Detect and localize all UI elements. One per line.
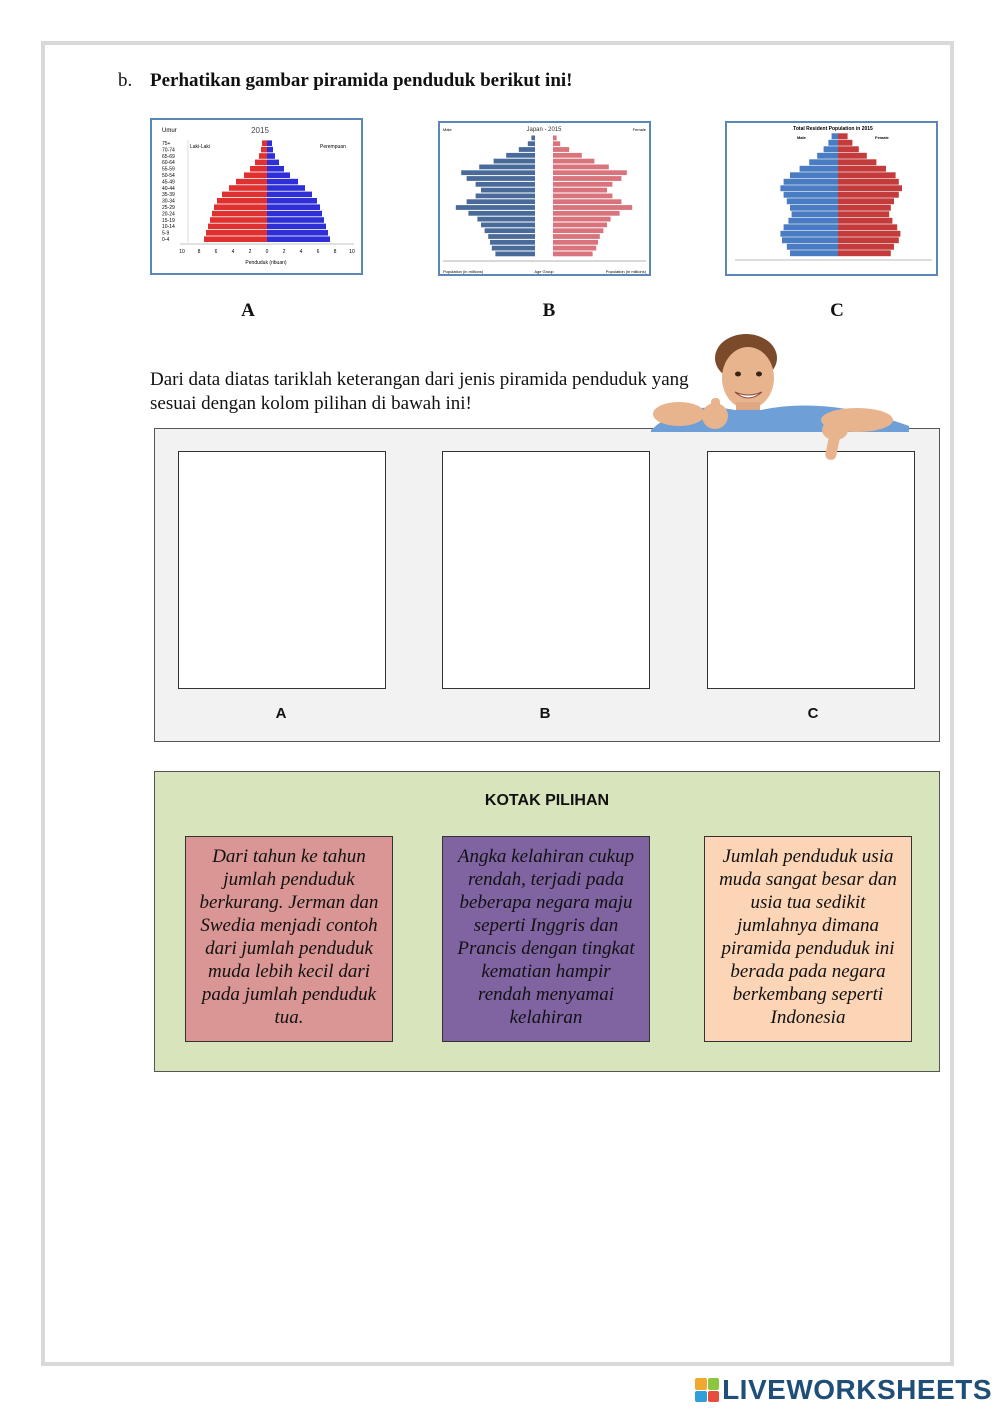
chart-a-bar-left-1 [261, 147, 267, 153]
chart-a-bar-left-7 [229, 185, 267, 191]
chart-c-left-label: Male [797, 135, 806, 140]
chart-a-bar-left-8 [222, 192, 267, 198]
chart-a-bar-right-2 [267, 153, 275, 159]
chart-a-age-label-12: 15-19 [162, 217, 175, 224]
chart-a-bar-left-3 [255, 160, 267, 166]
chart-a-age-label-2: 65-69 [162, 153, 175, 160]
chart-a-letter: A [241, 300, 255, 321]
chart-c-bar-left-0 [832, 133, 838, 139]
choice-card-2[interactable]: Angka kelahiran cukup rendah, terjadi pada beberapa negara maju seperti Inggris dan Prancis dengan tingkat kematian hampir rendah menyamai kelahiran [442, 836, 650, 1042]
chart-b-title: Japan - 2015 [526, 127, 562, 133]
pyramid-chart-b-svg [440, 123, 649, 274]
chart-b-bar-left-1 [528, 141, 535, 146]
chart-b-bar-right-11 [553, 199, 621, 204]
chart-c-bar-left-11 [790, 205, 838, 211]
chart-a-age-label-15: 0-4 [162, 237, 170, 243]
chart-a-x-label: Penduduk (ribuan) [245, 260, 287, 266]
chart-c-bar-left-13 [788, 218, 838, 224]
chart-b-bar-right-2 [553, 147, 569, 152]
chart-b-bar-left-11 [467, 199, 535, 204]
chart-b-x-label-center: Age Group [534, 269, 554, 274]
chart-a-x-tick-5: 0 [265, 249, 269, 255]
chart-c-bar-right-3 [838, 153, 867, 159]
chart-c-bar-left-6 [790, 172, 838, 178]
chart-a-bar-right-8 [267, 192, 312, 198]
chart-b-bar-left-12 [456, 205, 535, 210]
chart-a-age-label-13: 10-14 [162, 224, 175, 231]
drop-zone-a-label: A [275, 705, 287, 722]
chart-a-x-tick-1: 8 [197, 249, 201, 255]
chart-c-bar-right-6 [838, 172, 896, 178]
chart-b-bar-right-14 [553, 217, 611, 222]
chart-a-bar-left-12 [210, 217, 267, 223]
chart-a-x-tick-2: 6 [214, 249, 218, 255]
chart-b-bar-left-3 [506, 153, 535, 158]
chart-b-bar-left-15 [481, 223, 535, 228]
chart-c-bar-right-2 [838, 146, 859, 152]
chart-a-bar-right-4 [267, 166, 284, 172]
chart-c-bar-right-15 [838, 231, 900, 237]
chart-c-bar-left-15 [780, 231, 838, 237]
drop-zone-b[interactable] [442, 451, 650, 689]
chart-a-age-label-11: 20-24 [162, 211, 175, 218]
chart-a-bar-right-12 [267, 217, 324, 223]
pyramid-chart-a [150, 118, 363, 275]
chart-c-bar-left-4 [809, 159, 838, 165]
chart-c-bar-right-9 [838, 192, 899, 198]
chart-b-bar-right-5 [553, 165, 609, 170]
chart-b-bar-left-9 [481, 188, 535, 193]
chart-a-x-tick-0: 10 [179, 249, 185, 255]
chart-b-bar-right-18 [553, 240, 598, 245]
chart-b-bar-right-8 [553, 182, 612, 187]
chart-a-x-tick-9: 8 [333, 249, 337, 255]
chart-a-x-tick-10: 10 [349, 249, 355, 255]
chart-b-bar-left-0 [531, 136, 535, 141]
pyramid-chart-c-svg [727, 123, 936, 274]
chart-b-x-label-right: Population (in millions) [605, 269, 646, 274]
chart-a-bar-left-13 [208, 224, 267, 230]
chart-c-bar-right-17 [838, 244, 894, 250]
chart-a-age-label-3: 60-64 [162, 160, 175, 167]
choice-card-3[interactable]: Jumlah penduduk usia muda sangat besar dan usia tua sedikit jumlahnya dimana piramida penduduk ini berada pada negara berkembang seperti Indonesia [704, 836, 912, 1042]
instruction-text: Dari data diatas tariklah keterangan dari jenis piramida penduduk yang sesuai dengan kolom pilihan di bawah ini! [150, 369, 689, 414]
chart-a-year: 2015 [251, 126, 269, 135]
pyramid-chart-a-svg [152, 120, 361, 273]
chart-a-bar-right-14 [267, 230, 328, 236]
chart-b-bar-right-4 [553, 159, 594, 164]
chart-a-bar-right-10 [267, 204, 320, 210]
chart-c-bar-left-5 [800, 166, 838, 172]
chart-a-x-tick-3: 4 [231, 249, 235, 255]
chart-b-bar-left-7 [467, 176, 535, 181]
chart-b-right-label: Female [632, 127, 646, 132]
drop-zone-c-label: C [807, 705, 819, 722]
chart-a-bar-left-10 [214, 204, 267, 210]
chart-b-bar-left-8 [476, 182, 535, 187]
chart-c-bar-right-1 [838, 140, 852, 146]
chart-c-right-label: Female [875, 135, 889, 140]
liveworksheets-brand [695, 1373, 992, 1407]
chart-a-axis-label: Umur [162, 128, 177, 134]
chart-a-bar-left-0 [262, 140, 267, 146]
chart-c-bar-right-10 [838, 198, 894, 204]
chart-c-bar-left-18 [790, 250, 838, 256]
chart-a-left-label: Laki-Laki [190, 144, 211, 150]
chart-b-bar-right-17 [553, 234, 600, 239]
chart-b-bar-right-10 [553, 194, 612, 199]
chart-c-bar-left-10 [787, 198, 838, 204]
pyramid-chart-c [725, 121, 938, 276]
chart-c-bar-left-2 [824, 146, 838, 152]
chart-b-bar-right-20 [553, 252, 593, 257]
chart-a-bar-right-1 [267, 147, 273, 153]
chart-b-bar-left-20 [495, 252, 535, 257]
chart-c-bar-right-14 [838, 224, 897, 230]
chart-c-bar-right-16 [838, 237, 899, 243]
chart-b-bar-right-7 [553, 176, 621, 181]
chart-b-bar-left-10 [476, 194, 535, 199]
chart-b-bar-left-5 [479, 165, 535, 170]
chart-c-bar-left-8 [780, 185, 838, 191]
chart-c-bar-right-0 [838, 133, 848, 139]
chart-b-bar-right-16 [553, 228, 603, 233]
chart-c-bar-left-9 [784, 192, 838, 198]
chart-a-x-tick-7: 4 [299, 249, 303, 255]
chart-a-bar-left-2 [259, 153, 267, 159]
chart-c-letter: C [830, 300, 844, 321]
chart-c-bar-left-12 [792, 211, 838, 217]
question-label: b. [118, 70, 133, 91]
chart-a-bar-right-7 [267, 185, 305, 191]
chart-b-letter: B [542, 300, 556, 321]
chart-c-bar-right-18 [838, 250, 891, 256]
chart-a-bar-right-15 [267, 236, 330, 242]
chart-a-age-label-0: 75+ [162, 141, 171, 147]
choice-card-1[interactable]: Dari tahun ke tahun jumlah penduduk berkurang. Jerman dan Swedia menjadi contoh dari jumlah penduduk muda lebih kecil dari pada jumlah penduduk tua. [185, 836, 393, 1042]
brand-text: LIVEWORKSHEETS [722, 1374, 992, 1405]
chart-b-bar-right-0 [553, 136, 557, 141]
chart-a-bar-left-11 [212, 211, 267, 217]
chart-a-bar-right-0 [267, 140, 272, 146]
chart-c-bar-right-4 [838, 159, 876, 165]
chart-b-bar-right-1 [553, 141, 560, 146]
chart-b-bar-right-6 [553, 170, 627, 175]
chart-a-bar-right-5 [267, 172, 290, 178]
question-title: Perhatikan gambar piramida penduduk berikut ini! [150, 70, 573, 91]
chart-a-bar-left-15 [204, 236, 267, 242]
chart-b-bar-right-19 [553, 246, 596, 251]
chart-a-age-label-6: 45-49 [162, 179, 175, 186]
chart-c-title: Total Resident Population in 2015 [793, 126, 873, 132]
chart-a-bar-left-6 [236, 179, 267, 185]
chart-c-bar-right-7 [838, 179, 899, 185]
pyramid-chart-b [438, 121, 651, 276]
chart-b-left-label: Male [443, 127, 452, 132]
drop-zone-panel [154, 428, 940, 742]
chart-b-bar-left-18 [490, 240, 535, 245]
chart-a-x-tick-8: 6 [316, 249, 320, 255]
chart-c-bar-left-1 [828, 140, 838, 146]
chart-a-age-label-10: 25-29 [162, 205, 175, 211]
chart-b-x-label-left: Population (in millions) [443, 269, 484, 274]
chart-a-bar-right-3 [267, 160, 279, 166]
chart-b-bar-left-6 [461, 170, 535, 175]
chart-a-age-label-7: 40-44 [162, 185, 175, 192]
chart-a-bar-left-9 [217, 198, 267, 204]
chart-c-bar-right-5 [838, 166, 886, 172]
chart-c-bar-right-12 [838, 211, 889, 217]
chart-c-bar-right-13 [838, 218, 892, 224]
chart-b-age-column [535, 135, 553, 257]
choice-panel-title: KOTAK PILIHAN [484, 792, 610, 809]
chart-c-bar-left-3 [817, 153, 838, 159]
chart-b-bar-left-19 [492, 246, 535, 251]
chart-a-bar-left-4 [250, 166, 267, 172]
chart-b-bar-left-17 [488, 234, 535, 239]
chart-a-age-label-4: 55-59 [162, 166, 175, 173]
chart-c-bar-right-11 [838, 205, 891, 211]
chart-b-bar-left-14 [477, 217, 535, 222]
chart-a-bar-left-5 [244, 172, 267, 178]
student-pointing-illustration [643, 330, 913, 475]
chart-a-x-tick-6: 2 [282, 249, 286, 255]
chart-b-bar-left-2 [519, 147, 535, 152]
chart-a-age-label-9: 30-34 [162, 198, 175, 205]
chart-a-bar-right-6 [267, 179, 298, 185]
drop-zone-b-label: B [539, 705, 551, 722]
chart-c-bar-left-16 [782, 237, 838, 243]
drop-zone-c[interactable] [707, 451, 915, 689]
chart-b-bar-right-13 [553, 211, 620, 216]
chart-c-bar-right-8 [838, 185, 902, 191]
chart-b-bar-right-15 [553, 223, 607, 228]
chart-a-x-tick-4: 2 [248, 249, 252, 255]
chart-a-bar-right-9 [267, 198, 317, 204]
drop-zone-a[interactable] [178, 451, 386, 689]
chart-c-bar-left-7 [784, 179, 838, 185]
choice-panel [154, 771, 940, 1072]
chart-c-bar-left-14 [784, 224, 838, 230]
chart-b-bar-left-13 [468, 211, 535, 216]
chart-a-bar-right-11 [267, 211, 322, 217]
chart-c-bar-left-17 [787, 244, 838, 250]
chart-a-age-label-14: 5-9 [162, 230, 170, 237]
chart-a-age-label-5: 50-54 [162, 173, 175, 179]
chart-b-bar-right-9 [553, 188, 607, 193]
chart-a-age-label-1: 70-74 [162, 147, 175, 154]
chart-a-right-label: Perempuan [320, 144, 346, 150]
chart-a-bar-right-13 [267, 224, 326, 230]
chart-b-bar-right-3 [553, 153, 582, 158]
chart-b-bar-left-16 [485, 228, 535, 233]
liveworksheets-logo-icon [695, 1378, 719, 1402]
chart-a-age-label-8: 35-39 [162, 192, 175, 199]
chart-b-bar-left-4 [494, 159, 535, 164]
chart-a-bar-left-14 [206, 230, 267, 236]
chart-b-bar-right-12 [553, 205, 632, 210]
